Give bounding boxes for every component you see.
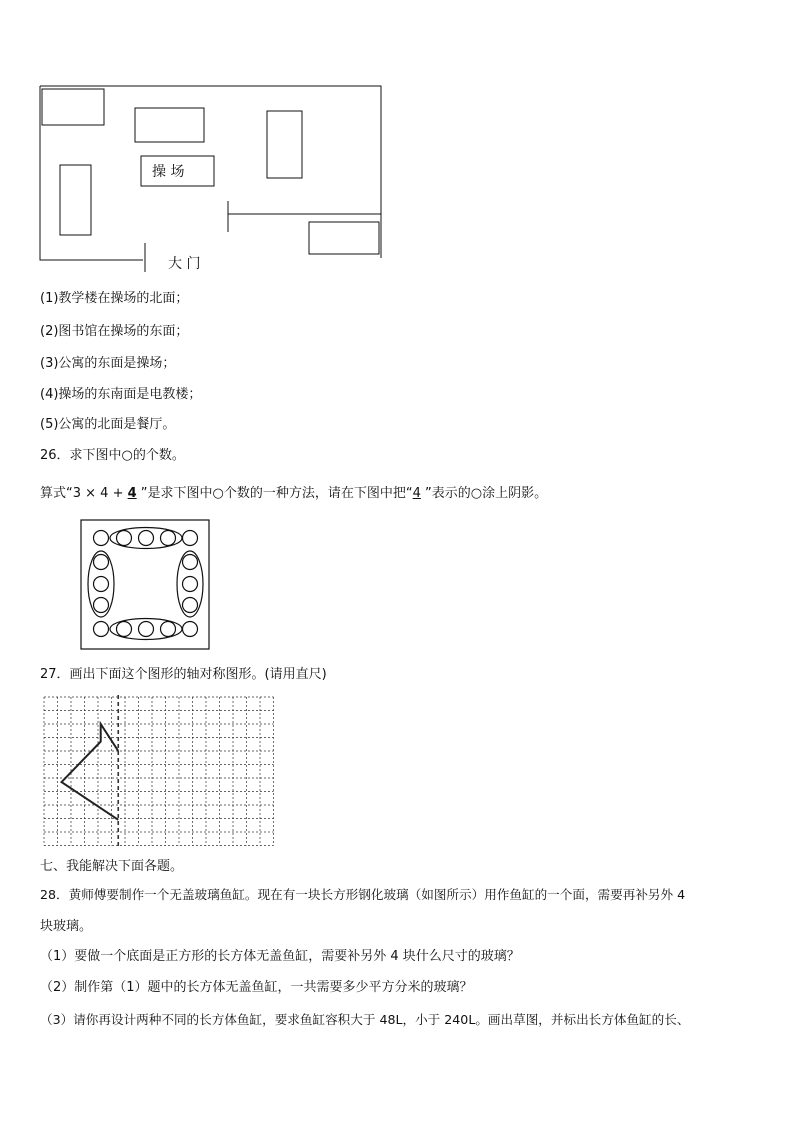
q26-instruction [40, 485, 547, 503]
circle [94, 598, 109, 613]
circle [183, 598, 198, 613]
playground-label: 操 场 [152, 164, 185, 180]
q28-sub-1: （1）要做一个底面是正方形的长方体无盖鱼缸，需要补另外 4 块什么尺寸的玻璃？ [40, 949, 520, 964]
east-road-line [228, 201, 381, 232]
q26-num-underlined: 4 [127, 486, 137, 501]
section-7-title: 七、我能解决下面各题。 [40, 859, 184, 874]
circle [94, 555, 109, 570]
circle [117, 622, 132, 637]
statement-1: (1)教学楼在操场的北面； [40, 291, 189, 306]
gate-label: 大 门 [168, 256, 201, 272]
statement-5: (5)公寓的北面是餐厅。 [40, 417, 176, 432]
circle [161, 622, 176, 637]
circle [139, 531, 154, 546]
circle [94, 531, 109, 546]
q26-text-mid: ”是求下图中○个数的一种方法，请在下图中把“ [136, 486, 413, 501]
group-ellipse-right [177, 551, 203, 617]
q26-num2-underlined: 4 [412, 486, 421, 501]
statement-3: (3)公寓的东面是操场； [40, 356, 176, 371]
q28-sub-2: （2）制作第（1）题中的长方体无盖鱼缸，一共需要多少平方分米的玻璃？ [40, 980, 473, 995]
circle [94, 622, 109, 637]
statement-4: (4)操场的东南面是电教楼； [40, 387, 202, 402]
q26-text-post: ”表示的○涂上阴影。 [420, 486, 548, 501]
q26-title: 26．求下图中○的个数。 [40, 448, 185, 463]
circle [183, 577, 198, 592]
group-ellipse-left [88, 551, 114, 617]
building-southeast [309, 222, 379, 254]
circle [183, 555, 198, 570]
q27-title: 27．画出下面这个图形的轴对称图形。(请用直尺) [40, 667, 327, 682]
circle [139, 622, 154, 637]
circle [183, 622, 198, 637]
q26-text-pre: 算式“3 × 4 + [40, 486, 128, 501]
q28-sub-3: （3）请你再设计两种不同的长方体鱼缸，要求鱼缸容积大于 48L，小于 240L。画出草图，并标出长方体鱼缸的长、 [40, 1012, 690, 1027]
q28-line-1: 28．黄师傅要制作一个无盖玻璃鱼缸。现在有一块长方形钢化玻璃（如图所示）用作鱼缸的一个面，需要再补另外 4 [40, 887, 686, 902]
statement-2: (2)图书馆在操场的东面； [40, 324, 189, 339]
q28-line-2: 块玻璃。 [40, 919, 93, 934]
circle [117, 531, 132, 546]
circle [94, 577, 109, 592]
circle [161, 531, 176, 546]
dotted-grid [0, 0, 794, 200]
half-shape [62, 724, 119, 820]
circles-frame [81, 520, 209, 649]
circle [183, 531, 198, 546]
